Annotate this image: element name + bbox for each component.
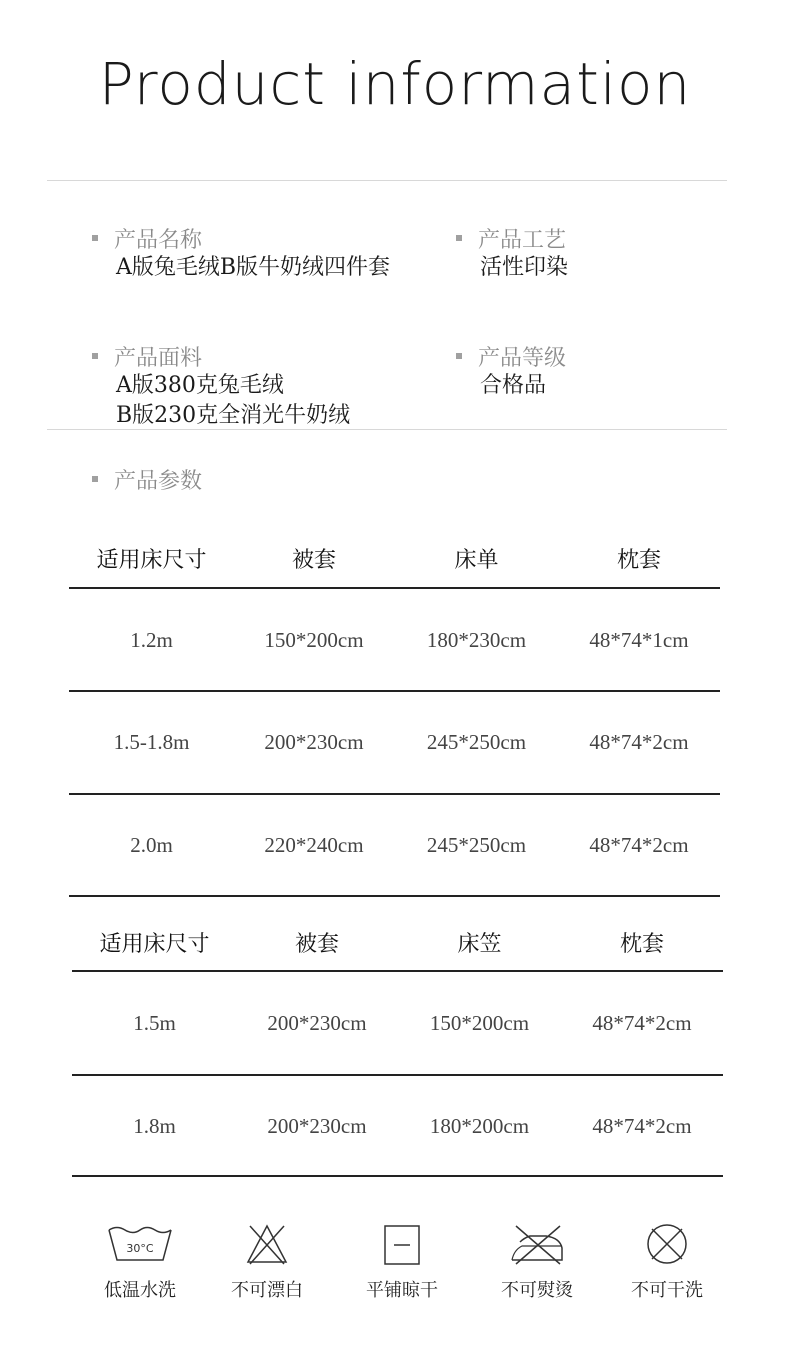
dry-flat-icon — [367, 1222, 437, 1266]
table-header-row — [69, 530, 720, 587]
table-row — [69, 589, 720, 691]
divider — [47, 180, 727, 181]
table-cell: 48*74*2cm — [592, 1113, 692, 1138]
info-label: 产品面料 — [114, 345, 203, 371]
table-cell: 48*74*2cm — [592, 1010, 692, 1035]
care-item-bleach — [207, 1222, 327, 1302]
info-product-name — [116, 223, 390, 283]
info-product-grade — [480, 341, 566, 401]
care-label: 不可干洗 — [631, 1280, 703, 1301]
info-value: A版兔毛绒B版牛奶绒四件套 — [116, 255, 391, 280]
table-row — [72, 972, 723, 1074]
table-cell: 48*74*1cm — [589, 627, 689, 652]
divider — [47, 429, 727, 430]
info-value: 合格品 — [480, 373, 547, 398]
table-cell: 48*74*2cm — [589, 832, 689, 857]
table-cell: 220*240cm — [264, 832, 364, 857]
no-iron-icon — [502, 1222, 572, 1266]
info-label: 产品等级 — [478, 345, 567, 371]
no-bleach-icon — [232, 1222, 302, 1266]
care-item-wash — [80, 1222, 200, 1302]
table-cell: 1.8m — [133, 1113, 176, 1138]
no-dry-clean-icon — [632, 1222, 702, 1266]
table-row — [69, 692, 720, 792]
size-table-1 — [69, 530, 720, 900]
table-cell: 2.0m — [130, 832, 173, 857]
table-cell: 48*74*2cm — [589, 729, 689, 754]
info-product-fabric — [116, 341, 350, 431]
bullet-icon — [92, 235, 98, 241]
table-cell: 150*200cm — [264, 627, 364, 652]
table-header-cell: 被套 — [294, 931, 339, 957]
table-rule — [72, 1175, 723, 1177]
table-header-cell: 床笠 — [457, 931, 502, 957]
table-header-cell: 适用床尺寸 — [99, 931, 210, 957]
care-item-dryclean — [607, 1222, 727, 1302]
table-cell: 180*230cm — [426, 627, 527, 652]
table-header-cell: 枕套 — [619, 931, 664, 957]
info-value: A版380克兔毛绒 B版230克全消光牛奶绒 — [116, 373, 351, 428]
table-cell: 180*200cm — [429, 1113, 530, 1138]
table-cell: 245*250cm — [426, 729, 527, 754]
table-cell: 200*230cm — [267, 1113, 367, 1138]
info-value: 活性印染 — [480, 255, 569, 280]
table-header-cell: 被套 — [291, 548, 336, 573]
care-label: 低温水洗 — [104, 1280, 176, 1301]
wash-30-icon — [105, 1222, 175, 1266]
info-product-craft — [480, 223, 568, 283]
bullet-icon — [456, 353, 462, 359]
table-header-row — [72, 914, 723, 970]
info-label: 产品参数 — [114, 468, 203, 494]
table-header-cell: 枕套 — [616, 548, 661, 573]
bullet-icon — [92, 476, 98, 482]
page-title: Product information — [98, 50, 692, 118]
care-label: 不可漂白 — [231, 1280, 303, 1301]
table-rule — [69, 895, 720, 897]
bullet-icon — [456, 235, 462, 241]
table-cell: 200*230cm — [264, 729, 364, 754]
care-label: 不可熨烫 — [501, 1280, 573, 1301]
bullet-icon — [92, 353, 98, 359]
info-label: 产品工艺 — [478, 227, 567, 253]
care-label: 平铺晾干 — [366, 1280, 438, 1301]
table-cell: 1.5m — [133, 1010, 176, 1035]
care-instructions — [0, 1222, 790, 1312]
info-product-params — [116, 464, 202, 494]
table-header-cell: 适用床尺寸 — [96, 548, 207, 573]
table-cell: 1.2m — [130, 627, 173, 652]
table-row — [72, 1076, 723, 1176]
table-cell: 245*250cm — [426, 832, 527, 857]
table-cell: 1.5-1.8m — [113, 729, 190, 754]
table-header-cell: 床单 — [454, 548, 499, 573]
care-item-iron — [477, 1222, 597, 1302]
table-cell: 200*230cm — [267, 1010, 367, 1035]
wash-temperature: 30°C — [126, 1242, 154, 1255]
size-table-2 — [72, 914, 723, 1184]
table-row — [69, 795, 720, 895]
table-cell: 150*200cm — [429, 1010, 530, 1035]
info-label: 产品名称 — [114, 227, 203, 253]
care-item-dry — [342, 1222, 462, 1302]
